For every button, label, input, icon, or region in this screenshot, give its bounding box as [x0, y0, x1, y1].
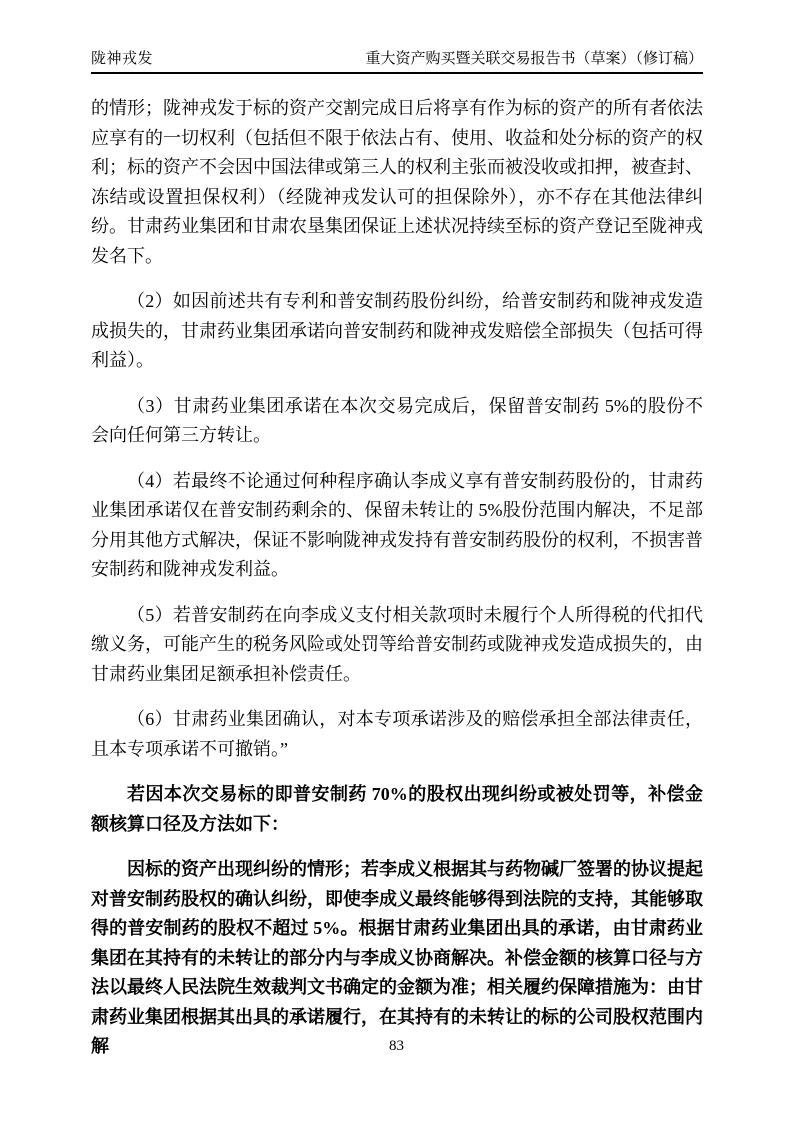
page-footer [0, 1036, 793, 1056]
document-body [91, 94, 703, 1062]
page-number: 83 [389, 1038, 404, 1054]
body-paragraph-item-6: （6）甘肃药业集团确认，对本专项承诺涉及的赔偿承担全部法律责任，且本专项承诺不可撤销。” [91, 709, 703, 759]
header-company-name: 陇神戎发 [91, 51, 154, 67]
body-paragraph-compensation-intro: 若因本次交易标的即普安制药 70%的股权出现纠纷或被处罚等，补偿金额核算口径及方法如下： [91, 784, 703, 834]
body-paragraph-item-3: （3）甘肃药业集团承诺在本次交易完成后，保留普安制药 5%的股份不会向任何第三方转让。 [91, 395, 703, 445]
body-paragraph-item-4: （4）若最终不论通过何种程序确认李成义享有普安制药股份的，甘肃药业集团承诺仅在普安制药剩余的、保留未转让的 5%股份范围内解决，不足部分用其他方式解决，保证不影响陇神戎发持有普安制药股份的权利，不损害普安制药和陇神戎发利益。 [91, 470, 703, 579]
body-paragraph-continuation: 的情形；陇神戎发于标的资产交割完成日后将享有作为标的资产的所有者依法应享有的一切权利（包括但不限于依法占有、使用、收益和处分标的资产的权利；标的资产不会因中国法律或第三人的权利主张而被没收或扣押，被查封、冻结或设置担保权利）（经陇神戎发认可的担保除外），亦不存在其他法律纠纷。甘肃药业集团和甘肃农垦集团保证上述状况持续至标的资产登记至陇神戎发名下。 [91, 98, 703, 266]
page-header [91, 50, 703, 74]
body-paragraph-compensation-detail: 因标的资产出现纠纷的情形；若李成义根据其与药物碱厂签署的协议提起对普安制药股权的确认纠纷，即使李成义最终能够得到法院的支持，其能够取得的普安制药的股权不超过 5%。根据甘肃药业集团出具的承诺，由甘肃药业集团在其持有的未转让的部分内与李成义协商解决。补偿金额的核算口径与方法以最终人民法院生效裁判文书确定的金额为准；相关履约保障措施为：由甘肃药业集团根据其出具的承诺履行，在其持有的未转让的标的公司股权范围内解 [91, 859, 703, 1056]
header-report-title: 重大资产购买暨关联交易报告书（草案）（修订稿） [365, 51, 703, 67]
body-paragraph-item-2: （2）如因前述共有专利和普安制药股份纠纷，给普安制药和陇神戎发造成损失的，甘肃药业集团承诺向普安制药和陇神戎发赔偿全部损失（包括可得利益）。 [91, 291, 703, 370]
body-paragraph-item-5: （5）若普安制药在向李成义支付相关款项时未履行个人所得税的代扣代缴义务，可能产生的税务风险或处罚等给普安制药或陇神戎发造成损失的，由甘肃药业集团足额承担补偿责任。 [91, 604, 703, 684]
